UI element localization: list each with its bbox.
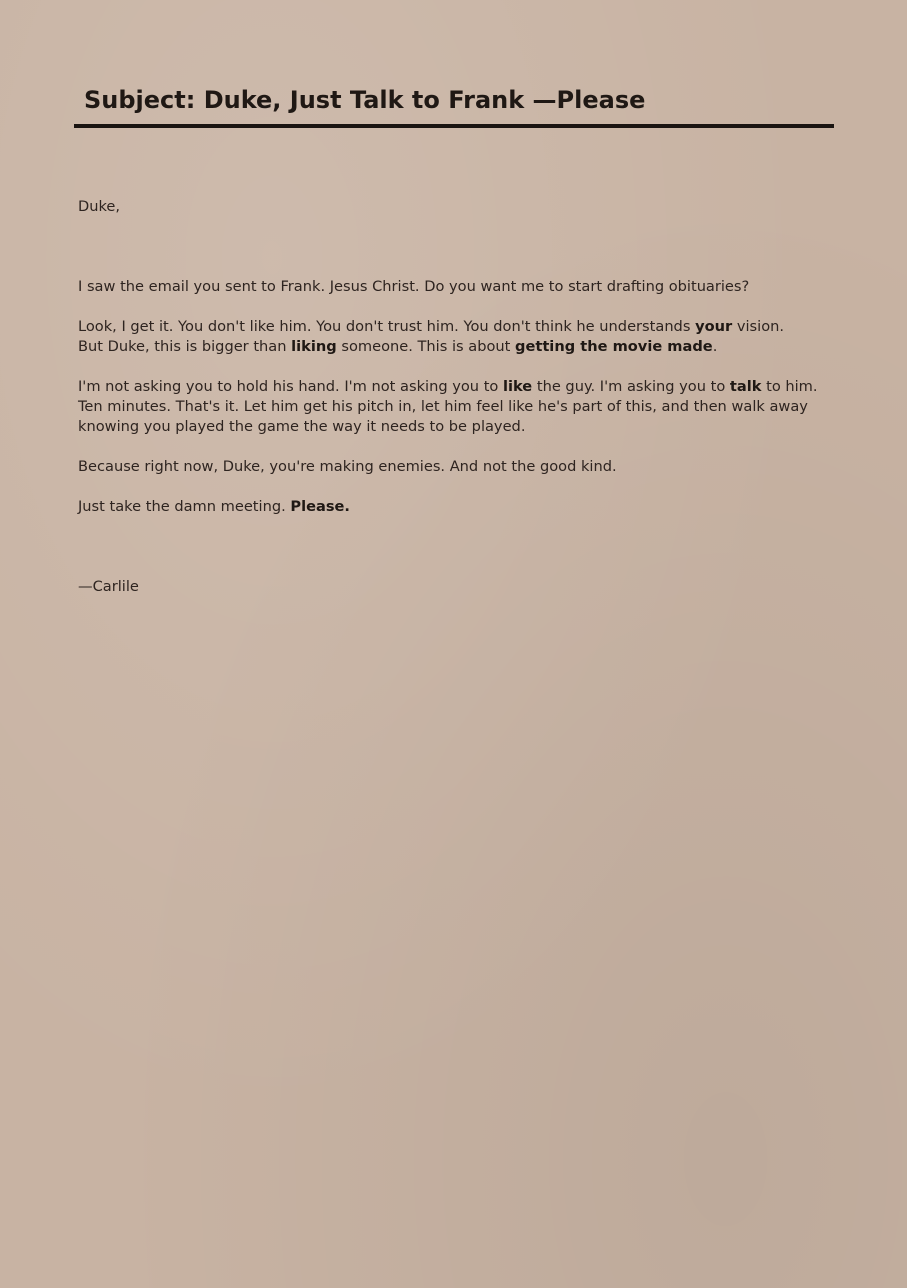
text-run: someone. This is about — [336, 338, 516, 355]
email-greeting: Duke, — [78, 198, 121, 215]
paragraph-line: knowing you played the game the way it needs to be played. — [78, 418, 526, 435]
text-run: Just take the damn meeting. — [78, 498, 291, 515]
text-run: I'm not asking you to hold his hand. I'm not asking you to — [78, 378, 503, 395]
text-run: vision. — [732, 318, 785, 335]
paragraph-line — [78, 337, 878, 357]
email-subject: Subject: Duke, Just Talk to Frank —Please — [84, 86, 646, 114]
text-run: to him. — [761, 378, 818, 395]
paragraph-line — [78, 377, 878, 397]
email-paragraph-3 — [78, 377, 878, 437]
emphasis-text: your — [695, 318, 733, 335]
text-run: Look, I get it. You don't like him. You don't trust him. You don't think he understands — [78, 318, 696, 335]
email-paragraph-2 — [78, 317, 878, 357]
email-paragraph-4: Because right now, Duke, you're making enemies. And not the good kind. — [78, 458, 617, 475]
email-signature: —Carlile — [78, 578, 139, 595]
text-run: But Duke, this is bigger than — [78, 338, 292, 355]
emphasis-text: liking — [291, 338, 337, 355]
text-run: the guy. I'm asking you to — [532, 378, 730, 395]
paragraph-line — [78, 317, 878, 337]
emphasis-text: Please. — [290, 498, 350, 515]
emphasis-text: getting the movie made — [515, 338, 713, 355]
text-run: . — [712, 338, 718, 355]
emphasis-text: talk — [729, 378, 762, 395]
emphasis-text: like — [502, 378, 533, 395]
email-paragraph-5 — [78, 497, 878, 517]
paragraph-line: Ten minutes. That's it. Let him get his pitch in, let him feel like he's part of this, and then walk away — [78, 398, 808, 415]
email-paragraph-1: I saw the email you sent to Frank. Jesus Christ. Do you want me to start drafting obituaries? — [78, 278, 750, 295]
subject-divider — [74, 124, 834, 128]
email-body — [78, 197, 878, 597]
